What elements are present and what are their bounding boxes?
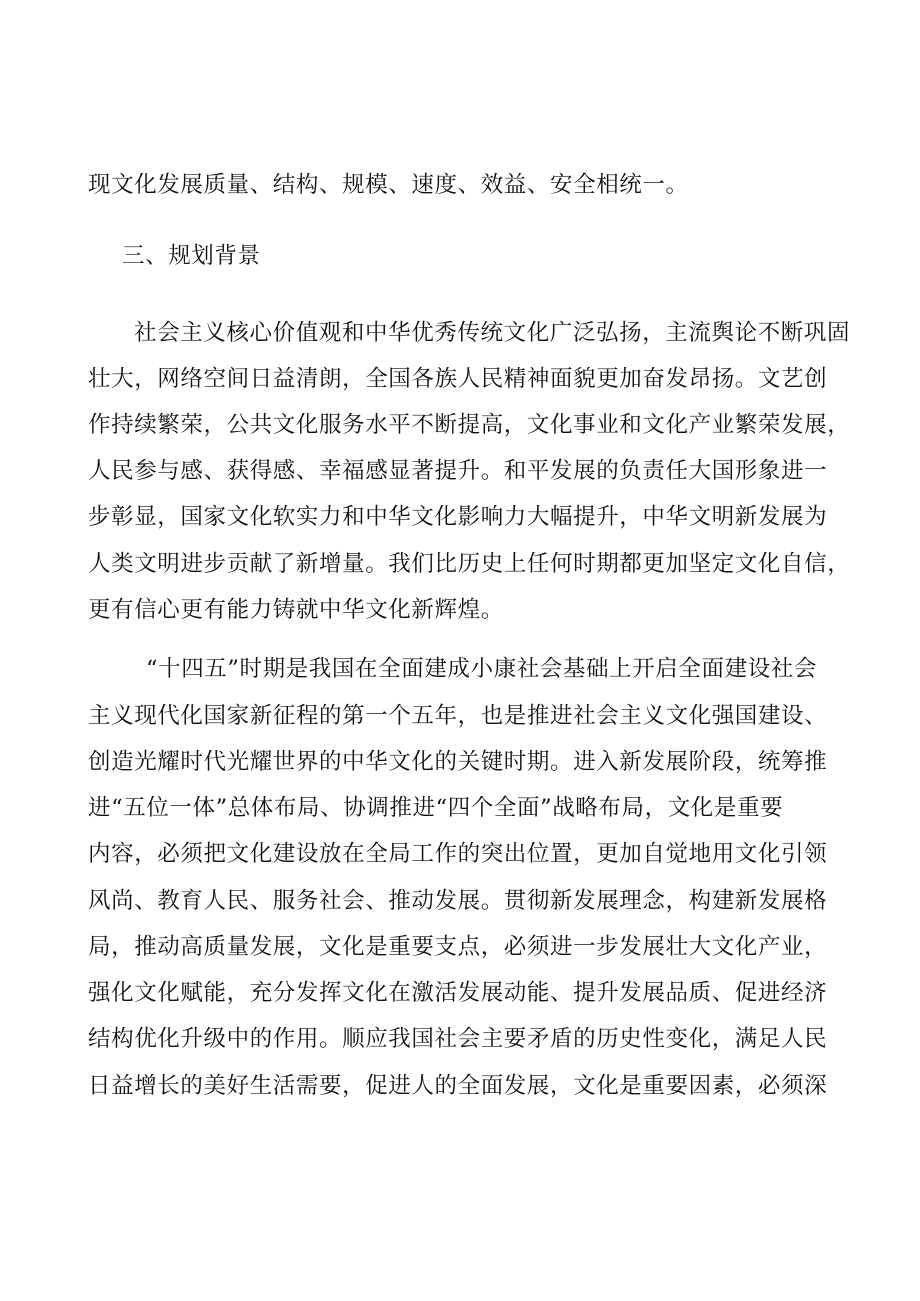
- paragraph-line: 社会主义核心价值观和中华优秀传统文化广泛弘扬，主流舆论不断巩固: [134, 320, 851, 346]
- paragraph-line: 更有信心更有能力铸就中华文化新辉煌。: [88, 597, 504, 623]
- paragraph-line: 作持续繁荣，公共文化服务水平不断提高，文化事业和文化产业繁荣发展，: [88, 412, 851, 438]
- paragraph-line: 主义现代化国家新征程的第一个五年，也是推进社会主义文化强国建设、: [88, 703, 828, 729]
- section-heading: 三、规划背景: [122, 243, 261, 269]
- paragraph-line: 风尚、教育人民、服务社会、推动发展。贯彻新发展理念，构建新发展格: [88, 888, 828, 914]
- continuation-line: 现文化发展质量、结构、规模、速度、效益、安全相统一。: [88, 172, 689, 198]
- paragraph-line: 创造光耀时代光耀世界的中华文化的关键时期。进入新发展阶段，统筹推: [88, 749, 828, 775]
- paragraph-line: 步彰显，国家文化软实力和中华文化影响力大幅提升，中华文明新发展为: [88, 504, 828, 530]
- paragraph-line: 人类文明进步贡献了新增量。我们比历史上任何时期都更加坚定文化自信，: [88, 551, 851, 577]
- paragraph-line: 壮大，网络空间日益清朗，全国各族人民精神面貌更加奋发昂扬。文艺创: [88, 366, 828, 392]
- paragraph-line: 内容，必须把文化建设放在全局工作的突出位置，更加自觉地用文化引领: [88, 841, 828, 867]
- paragraph-line: 人民参与感、获得感、幸福感显著提升。和平发展的负责任大国形象进一: [88, 458, 828, 484]
- paragraph-line: 局，推动高质量发展，文化是重要支点，必须进一步发展壮大文化产业，: [88, 934, 828, 960]
- paragraph-line: “十四五”时期是我国在全面建成小康社会基础上开启全面建设社会: [146, 656, 818, 682]
- paragraph-line: 日益增长的美好生活需要，促进人的全面发展，文化是重要因素，必须深: [88, 1073, 828, 1099]
- paragraph-line: 结构优化升级中的作用。顺应我国社会主要矛盾的历史性变化，满足人民: [88, 1026, 828, 1052]
- paragraph-line: 进“五位一体”总体布局、协调推进“四个全面”战略布局，文化是重要: [88, 795, 784, 821]
- paragraph-line: 强化文化赋能，充分发挥文化在激活发展动能、提升发展品质、促进经济: [88, 980, 828, 1006]
